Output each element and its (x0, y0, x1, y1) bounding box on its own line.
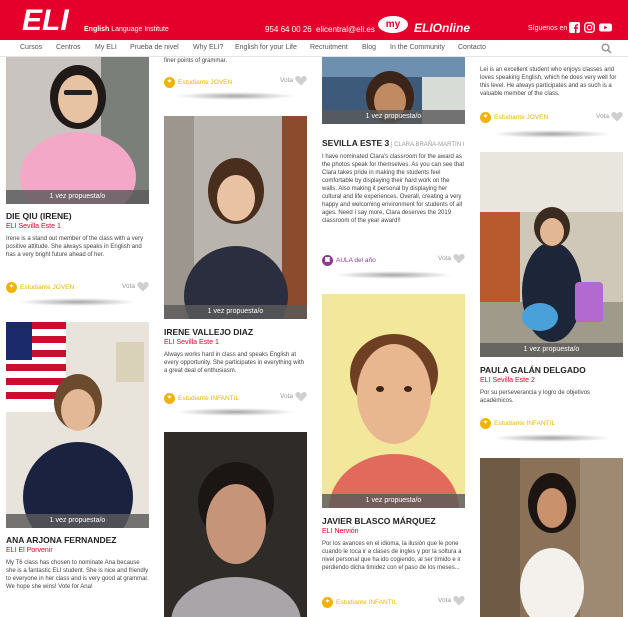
heart-icon (295, 75, 307, 86)
nav-item-prueba-de-nivel[interactable]: Prueba de nivel (130, 44, 179, 51)
card-shadow (334, 271, 453, 279)
nominee-photo[interactable] (480, 458, 623, 617)
nominee-school[interactable]: ELI Sevilla Este 1 (6, 223, 61, 230)
card-shadow (176, 92, 295, 100)
nav-item-blog[interactable]: Blog (362, 44, 377, 51)
youtube-icon[interactable] (599, 22, 612, 33)
vote-button[interactable]: Vota (438, 253, 465, 264)
nominee-name[interactable]: DIE QIU (IRENE) (6, 211, 72, 221)
proposal-count: 1 vez propuesta/o (322, 494, 465, 508)
vote-button[interactable]: Vota (596, 111, 623, 122)
eli-online-link[interactable]: ELIOnline (414, 21, 471, 35)
nominee-name[interactable]: SEVILLA ESTE 3 | CLARA BRAÑA-MARTIN I (322, 138, 465, 148)
nominee-description: I have nominated Clara's classroom for the award as the photos speak for themselves. As you can see that Clara takes pride in making the students feel comfortable by displaying their hard work on the walls. Also making it personal by displaying her cultural and life experiences. Overall, creating a very happy and welcoming environment for students of all ages. Need I say more, Clara deserves the 2019 classroom of the year award!! (322, 154, 465, 224)
nominee-description: Lei is an excellent student who enjoys classes and loves speaking English, which he does very well for this level. He always participates and as such is a valuable member of the class. (480, 67, 617, 97)
category-badge[interactable]: ✦ Estudiante JOVEN (6, 282, 74, 293)
nav-item-my-eli[interactable]: My ELI (95, 44, 117, 51)
card-shadow (492, 434, 611, 442)
nominee-photo[interactable] (6, 57, 149, 204)
card-shadow (492, 130, 611, 138)
category-badge[interactable]: ✦ Estudiante JOVEN (480, 112, 548, 123)
proposal-count: 1 vez propuesta/o (164, 305, 307, 319)
nominee-photo[interactable] (6, 322, 149, 528)
email-link[interactable]: elicentral@eli.es (316, 25, 375, 34)
proposal-count: 1 vez propuesta/o (480, 343, 623, 357)
nav-item-why-eli[interactable]: Why ELI? (193, 44, 224, 51)
nominee-card (164, 432, 307, 617)
nominee-description: Por los avances en el idioma, la ilusión que le pone cuando le toca ir a clases de ingles y por la soltura a nivel personal que ha ido cogiendo, al ser tímido e ir perdiendo dicha timidez con el paso de los meses... (322, 541, 462, 571)
nav-item-contacto[interactable]: Contacto (458, 44, 487, 51)
nav-item-in-the-community[interactable]: In the Community (390, 44, 445, 51)
students-icon: ✦ (480, 418, 491, 429)
nominee-photo[interactable] (164, 116, 307, 319)
heart-icon (453, 253, 465, 264)
nominee-card (6, 322, 149, 617)
vote-button[interactable]: Vota (280, 391, 307, 402)
nominee-photo[interactable] (322, 294, 465, 508)
nominee-card (322, 294, 465, 617)
search-icon[interactable] (601, 43, 612, 54)
card-shadow (18, 298, 137, 306)
nominee-photo[interactable] (164, 432, 307, 617)
nav-item-centros[interactable]: Centros (56, 44, 81, 51)
logo-tagline: English Language Institute (84, 26, 169, 33)
phone-number[interactable]: 954 64 00 26 (265, 25, 312, 34)
heart-icon (611, 111, 623, 122)
vote-button[interactable]: Vota (280, 75, 307, 86)
category-badge[interactable]: ▣ AULA del año (322, 255, 376, 266)
card-shadow (176, 408, 295, 416)
nominee-photo[interactable] (322, 57, 465, 124)
nominee-name[interactable]: ANA ARJONA FERNANDEZ (6, 535, 117, 545)
nominee-description: Irene is a stand out member of the class with a very positive attitude. She always speaks in English and has a very bright future ahead of her. (6, 236, 144, 258)
nominee-description: Always works hard in class and speaks English at every opportunity. She participates in everything with a great deal of enthusiasm. (164, 352, 304, 374)
nominee-school[interactable]: ELI El Porvenir (6, 547, 53, 554)
nominee-school[interactable]: ELI Sevilla Este 1 (164, 339, 219, 346)
heart-icon (295, 391, 307, 402)
nominee-school[interactable]: ELI Sevilla Este 2 (480, 377, 535, 384)
nominee-card (6, 57, 149, 307)
students-icon: ✦ (164, 77, 175, 88)
nominee-description: Por su perseverancia y logro de objetivos académicos. (480, 390, 591, 404)
svg-text:ELI: ELI (22, 4, 69, 34)
nominee-card (322, 57, 465, 282)
category-badge[interactable]: ✦ Estudiante JOVEN (164, 77, 232, 88)
main-nav (0, 40, 628, 57)
nominee-description: My T6 class has chosen to nominate Ana because she is a fantastic ELI student. She is nice and friendly to everyone in her class and is very good at grammar. We hope she wins! Vote for Ana! (6, 560, 149, 590)
nominee-card (480, 458, 623, 617)
nominee-photo[interactable] (480, 152, 623, 357)
category-badge[interactable]: ✦ Estudiante INFANTIL (164, 393, 239, 404)
classroom-icon: ▣ (322, 255, 333, 266)
proposal-count: 1 vez propuesta/o (6, 514, 149, 528)
students-icon: ✦ (6, 282, 17, 293)
nominee-name[interactable]: JAVIER BLASCO MÁRQUEZ (322, 516, 436, 526)
vote-button[interactable]: Vota (122, 281, 149, 292)
proposal-count: 1 vez propuesta/o (6, 190, 149, 204)
nominee-description: finer points of grammar. (164, 58, 228, 64)
site-header (0, 0, 628, 40)
eli-logo[interactable] (20, 4, 80, 34)
nominee-card (480, 152, 623, 444)
nav-item-english-for-your-life[interactable]: English for your Life (235, 44, 297, 51)
nominee-school[interactable]: ELI Nervión (322, 528, 359, 535)
category-badge[interactable]: ✦ Estudiante INFANTIL (322, 597, 397, 608)
category-badge[interactable]: ✦ Estudiante INFANTIL (480, 418, 555, 429)
vote-button[interactable]: Vota (438, 595, 465, 606)
heart-icon (137, 281, 149, 292)
proposal-count: 1 vez propuesta/o (322, 110, 465, 124)
students-icon: ✦ (164, 393, 175, 404)
follow-label: Síguenos en (528, 25, 568, 32)
facebook-icon[interactable] (569, 22, 580, 33)
nominee-name[interactable]: PAULA GALÁN DELGADO (480, 365, 586, 375)
nav-item-recruitment[interactable]: Recruitment (310, 44, 348, 51)
students-icon: ✦ (480, 112, 491, 123)
nav-item-cursos[interactable]: Cursos (20, 44, 43, 51)
my-badge[interactable]: my (378, 16, 408, 33)
instagram-icon[interactable] (584, 22, 595, 33)
students-icon: ✦ (322, 597, 333, 608)
nominee-card (164, 116, 307, 416)
nominee-name[interactable]: IRENE VALLEJO DIAZ (164, 327, 254, 337)
heart-icon (453, 595, 465, 606)
